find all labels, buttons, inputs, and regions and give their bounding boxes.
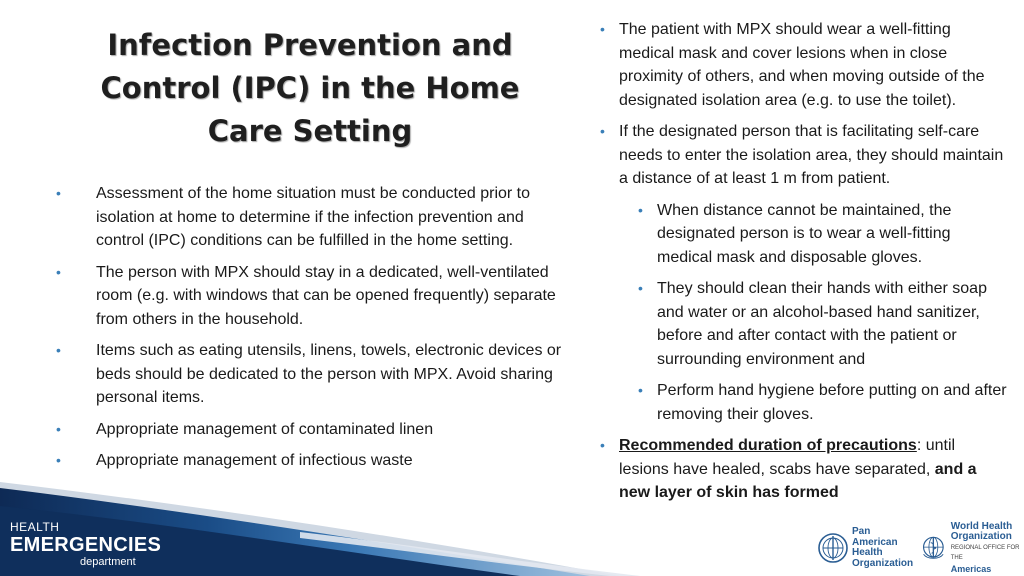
left-bullet-list [56,182,576,481]
list-item: • Appropriate management of infectious waste [56,449,576,473]
who-logo: World Health Organization REGIONAL OFFICE FOR THE Americas [920,522,1024,575]
paho-logo: Pan American Health Organization [818,527,914,569]
partner-logos [818,520,1024,574]
sub-list-item: • Perform hand hygiene before putting on and after removing their gloves. [636,379,1008,426]
bullet-icon: • [600,123,605,139]
bullet-icon: • [638,280,643,296]
duration-label: Recommended duration of precautions [619,437,917,454]
bullet-icon: • [56,263,61,280]
list-item: • If the designated person that is facilitating self-care needs to enter the isolation area, they should maintain a distance of at least 1 m from patient. [598,120,1008,191]
list-item: • The person with MPX should stay in a dedicated, well-ventilated room (e.g. with windows that can be opened frequently) separate from others in the household. [56,261,576,332]
list-item: • The patient with MPX should wear a well-fitting medical mask and cover lesions when in close proximity of others, and when moving outside of the designated isolation area (e.g. to use the toilet). [598,18,1008,112]
bullet-icon: • [56,342,61,358]
bullet-icon: • [56,452,61,468]
bullet-icon: • [56,185,61,201]
list-item: • Items such as eating utensils, linens, towels, electronic devices or beds should be dedicated to the person with MPX. Avoid sharing personal items. [56,339,576,410]
who-emblem-icon [920,533,947,563]
sub-list-item: • When distance cannot be maintained, the designated person is to wear a well-fitting medical mask and disposable gloves. [636,199,1008,270]
list-item: • Recommended duration of precautions: until lesions have healed, scabs have separated, and a new layer of skin has formed [598,434,1008,505]
list-item: • Assessment of the home situation must be conducted prior to isolation at home to determine if the infection prevention and control (IPC) conditions can be fulfilled in the home setting. [56,182,576,253]
bullet-icon: • [638,382,643,398]
paho-emblem-icon [818,533,848,563]
bullet-icon: • [56,420,61,437]
health-emergencies-logo: HEALTH EMERGENCIES department [10,520,162,568]
bullet-icon: • [600,21,605,37]
list-item: • Appropriate management of contaminated linen [56,418,576,442]
right-bullet-list [598,18,1008,513]
bullet-icon: • [600,437,605,453]
bullet-icon: • [638,201,643,218]
sub-list-item: • They should clean their hands with either soap and water or an alcohol-based hand sanitizer, before and after contact with the patient or surrounding environment and [636,277,1008,371]
slide-title: Infection Prevention and Control (IPC) in the Home Care Setting [100,28,520,148]
